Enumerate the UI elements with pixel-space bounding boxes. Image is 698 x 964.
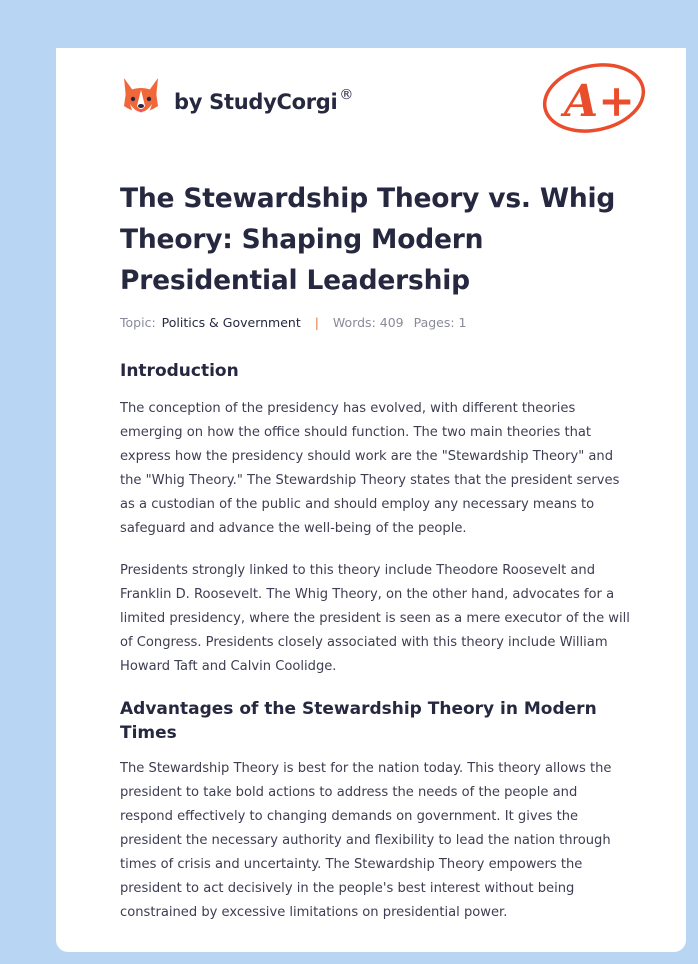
document-meta (120, 315, 632, 335)
document-title: The Stewardship Theory vs. Whig Theory: Shaping Modern Presidential Leadership (120, 183, 616, 296)
document-content (120, 178, 632, 925)
page-count: Pages: 1 (413, 315, 467, 330)
brand-name-text: by StudyCorgi (174, 90, 338, 114)
section-heading-advantages: Advantages of the Stewardship Theory in Modern Times (120, 699, 597, 743)
grade-text: A+ (564, 76, 636, 127)
paragraph: The conception of the presidency has evolved, with different theories emerging on how the office should function. The two main theories that express how the presidency should work are the "Stewardship Theory" and the "Whig Theory." The Stewardship Theory states that the president serves as a custodian of the public and should employ any necessary means to safeguard and advance the well-being of the people. (120, 401, 620, 536)
brand-name (174, 87, 354, 114)
topic-link[interactable]: Politics & Government (161, 315, 301, 330)
word-count: Words: 409 (332, 315, 404, 330)
document-page (56, 48, 686, 952)
brand-logo[interactable] (120, 76, 354, 120)
paragraph: Presidents strongly linked to this theory include Theodore Roosevelt and Franklin D. Roosevelt. The Whig Theory, on the other hand, advocates for a limited presidency, where the president is seen as a mere executor of the will of Congress. Presidents closely associated with this theory include William Howard Taft and Calvin Coolidge. (120, 563, 630, 674)
paragraph: The Stewardship Theory is best for the nation today. This theory allows the president to take bold actions to address the needs of the people and respond effectively to changing demands on government. It gives the president the necessary authority and flexibility to lead the nation through times of crisis and uncertainty. The Stewardship Theory empowers the president to act decisively in the people's best interest without being constrained by excessive limitations on presidential power. (120, 761, 612, 920)
meta-separator: | (314, 315, 319, 330)
registered-mark: ® (339, 87, 354, 103)
topic-label: Topic: (120, 315, 156, 330)
grade-stamp (538, 58, 648, 140)
section-heading-introduction: Introduction (120, 361, 239, 381)
corgi-icon (120, 76, 162, 120)
